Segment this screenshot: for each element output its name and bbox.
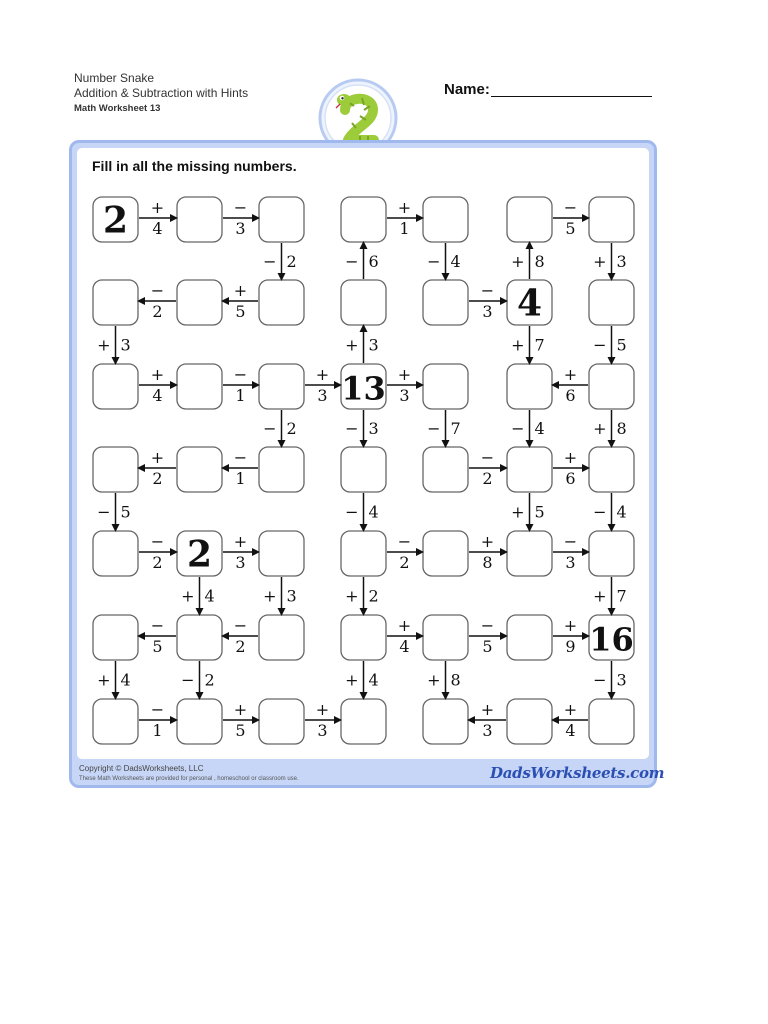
- operation-amount: 4: [534, 419, 545, 438]
- given-number: 4: [516, 282, 543, 325]
- operation-amount: 3: [368, 335, 379, 355]
- operation-sign: −: [97, 502, 111, 522]
- operation-sign: +: [397, 616, 412, 635]
- operation-sign: +: [563, 700, 578, 719]
- number-box[interactable]: [93, 615, 138, 660]
- number-box[interactable]: [177, 364, 222, 409]
- operation-amount: 3: [368, 419, 379, 438]
- number-box[interactable]: [423, 615, 468, 660]
- operation-amount: 3: [482, 721, 493, 740]
- operation-sign: −: [397, 532, 412, 551]
- operation-sign: −: [563, 532, 578, 551]
- operation-amount: 1: [152, 721, 163, 740]
- operation-amount: 2: [235, 637, 246, 656]
- operation-sign: −: [345, 502, 359, 522]
- operation-sign: +: [263, 586, 277, 606]
- operation-amount: 5: [534, 502, 545, 522]
- operation-sign: −: [480, 281, 495, 300]
- instructions: Fill in all the missing numbers.: [92, 158, 297, 174]
- number-box[interactable]: [507, 364, 552, 409]
- operation-sign: −: [593, 670, 607, 690]
- operation-sign: +: [563, 365, 578, 384]
- operation-sign: −: [593, 335, 607, 355]
- operation-amount: 2: [368, 586, 379, 606]
- operation-amount: 3: [235, 219, 246, 238]
- operation-sign: +: [315, 365, 330, 384]
- operation-sign: +: [563, 448, 578, 467]
- operation-amount: 3: [482, 302, 493, 321]
- number-box[interactable]: [589, 531, 634, 576]
- operation-sign: +: [97, 335, 111, 355]
- number-box[interactable]: [259, 699, 304, 744]
- operation-amount: 4: [152, 219, 163, 238]
- operation-amount: 4: [450, 252, 461, 271]
- operation-sign: −: [480, 616, 495, 635]
- operation-amount: 2: [286, 252, 297, 271]
- given-number: 13: [341, 369, 386, 408]
- operation-sign: +: [315, 700, 330, 719]
- operation-sign: +: [233, 700, 248, 719]
- number-box[interactable]: [259, 197, 304, 242]
- given-number: 2: [102, 199, 129, 242]
- given-number: 16: [589, 620, 634, 659]
- operation-amount: 5: [616, 335, 627, 355]
- operation-sign: −: [563, 198, 578, 217]
- operation-sign: −: [150, 281, 165, 300]
- operation-sign: +: [181, 586, 195, 606]
- operation-amount: 6: [368, 252, 379, 271]
- operation-sign: −: [345, 419, 359, 438]
- number-box[interactable]: [589, 699, 634, 744]
- operation-amount: 4: [204, 586, 215, 606]
- operation-amount: 1: [235, 469, 246, 488]
- operation-amount: 2: [152, 469, 163, 488]
- operation-sign: +: [480, 532, 495, 551]
- operation-amount: 1: [235, 386, 246, 405]
- operation-amount: 8: [450, 670, 461, 690]
- number-box[interactable]: [177, 615, 222, 660]
- number-box[interactable]: [259, 615, 304, 660]
- number-box[interactable]: [423, 531, 468, 576]
- operation-amount: 5: [152, 637, 163, 656]
- number-box[interactable]: [589, 447, 634, 492]
- number-box[interactable]: [507, 447, 552, 492]
- number-box[interactable]: [177, 280, 222, 325]
- operation-sign: +: [511, 252, 525, 271]
- operation-amount: 8: [616, 419, 627, 438]
- operation-sign: −: [511, 419, 525, 438]
- operation-sign: +: [563, 616, 578, 635]
- operation-amount: 2: [399, 553, 410, 572]
- operation-sign: +: [150, 198, 165, 217]
- operation-sign: +: [345, 670, 359, 690]
- number-box[interactable]: [423, 197, 468, 242]
- operation-sign: +: [233, 281, 248, 300]
- operation-amount: 1: [399, 219, 410, 238]
- header-title: Number Snake: [74, 71, 155, 85]
- given-number: 2: [186, 533, 213, 576]
- operation-amount: 4: [399, 637, 410, 656]
- operation-amount: 5: [482, 637, 493, 656]
- worksheet-number: Math Worksheet 13: [74, 103, 161, 114]
- number-box[interactable]: [507, 197, 552, 242]
- operation-sign: −: [181, 670, 195, 690]
- operation-amount: 2: [482, 469, 493, 488]
- usage-note: These Math Worksheets are provided for personal , homeschool or classroom use.: [79, 776, 299, 782]
- operation-amount: 7: [616, 586, 627, 606]
- number-box[interactable]: [589, 280, 634, 325]
- number-box[interactable]: [259, 280, 304, 325]
- operation-sign: −: [263, 252, 277, 271]
- operation-sign: −: [150, 616, 165, 635]
- operation-sign: +: [511, 335, 525, 355]
- operation-amount: 4: [616, 502, 627, 522]
- operation-amount: 5: [235, 721, 246, 740]
- operation-sign: +: [427, 670, 441, 690]
- operation-amount: 6: [565, 386, 576, 405]
- operation-amount: 2: [204, 670, 215, 690]
- operation-amount: 5: [565, 219, 576, 238]
- number-box[interactable]: [341, 280, 386, 325]
- operation-amount: 3: [565, 553, 576, 572]
- operation-amount: 4: [565, 721, 576, 740]
- operation-sign: −: [345, 252, 359, 271]
- number-box[interactable]: [177, 197, 222, 242]
- number-box[interactable]: [341, 615, 386, 660]
- operation-amount: 3: [399, 386, 410, 405]
- operation-sign: +: [397, 365, 412, 384]
- number-box[interactable]: [341, 447, 386, 492]
- operation-amount: 4: [368, 502, 379, 522]
- operation-sign: −: [233, 448, 248, 467]
- operation-amount: 4: [368, 670, 379, 690]
- number-box[interactable]: [507, 615, 552, 660]
- operation-sign: +: [480, 700, 495, 719]
- number-box[interactable]: [93, 280, 138, 325]
- number-box[interactable]: [423, 280, 468, 325]
- operation-sign: −: [427, 419, 441, 438]
- operation-sign: +: [593, 586, 607, 606]
- operation-amount: 5: [235, 302, 246, 321]
- operation-amount: 7: [450, 419, 461, 438]
- operation-amount: 4: [152, 386, 163, 405]
- operation-sign: −: [480, 448, 495, 467]
- number-box[interactable]: [341, 197, 386, 242]
- operation-sign: +: [150, 365, 165, 384]
- operation-amount: 8: [534, 252, 545, 271]
- number-box[interactable]: [341, 531, 386, 576]
- number-box[interactable]: [93, 531, 138, 576]
- operation-amount: 9: [565, 637, 576, 656]
- operation-amount: 2: [286, 419, 297, 438]
- operation-amount: 8: [482, 553, 493, 572]
- operation-amount: 5: [120, 502, 131, 522]
- operation-amount: 7: [534, 335, 545, 355]
- operation-sign: −: [233, 198, 248, 217]
- number-box[interactable]: [177, 699, 222, 744]
- number-box[interactable]: [507, 699, 552, 744]
- operation-amount: 3: [616, 252, 627, 271]
- operation-sign: −: [427, 252, 441, 271]
- operation-amount: 3: [286, 586, 297, 606]
- operation-amount: 2: [152, 553, 163, 572]
- operation-sign: −: [593, 502, 607, 522]
- operation-sign: +: [97, 670, 111, 690]
- operation-amount: 4: [120, 670, 131, 690]
- operation-sign: +: [233, 532, 248, 551]
- operation-sign: +: [593, 419, 607, 438]
- operation-sign: +: [150, 448, 165, 467]
- number-box[interactable]: [93, 699, 138, 744]
- number-box[interactable]: [507, 531, 552, 576]
- operation-sign: −: [150, 532, 165, 551]
- number-box[interactable]: [423, 364, 468, 409]
- name-label: Name:: [444, 81, 490, 98]
- operation-sign: −: [263, 419, 277, 438]
- operation-sign: −: [233, 365, 248, 384]
- operation-amount: 3: [317, 721, 328, 740]
- header-subtitle: Addition & Subtraction with Hints: [74, 86, 249, 100]
- number-box[interactable]: [93, 364, 138, 409]
- operation-amount: 3: [235, 553, 246, 572]
- number-box[interactable]: [423, 447, 468, 492]
- operation-sign: +: [511, 502, 525, 522]
- operation-sign: +: [593, 252, 607, 271]
- number-box[interactable]: [341, 699, 386, 744]
- operation-amount: 3: [120, 335, 131, 355]
- number-box[interactable]: [259, 531, 304, 576]
- number-box[interactable]: [589, 364, 634, 409]
- number-box[interactable]: [259, 447, 304, 492]
- number-box[interactable]: [423, 699, 468, 744]
- operation-sign: +: [345, 335, 359, 355]
- number-box[interactable]: [177, 447, 222, 492]
- number-box[interactable]: [259, 364, 304, 409]
- operation-sign: −: [233, 616, 248, 635]
- operation-amount: 3: [317, 386, 328, 405]
- operation-amount: 2: [152, 302, 163, 321]
- copyright: Copyright © DadsWorksheets, LLC: [79, 764, 204, 773]
- number-box[interactable]: [93, 447, 138, 492]
- operation-sign: −: [150, 700, 165, 719]
- number-box[interactable]: [589, 197, 634, 242]
- operation-amount: 6: [565, 469, 576, 488]
- operation-sign: +: [345, 586, 359, 606]
- brand-logo[interactable]: DadsWorksheets.com: [490, 764, 665, 782]
- operation-sign: +: [397, 198, 412, 217]
- operation-amount: 3: [616, 670, 627, 690]
